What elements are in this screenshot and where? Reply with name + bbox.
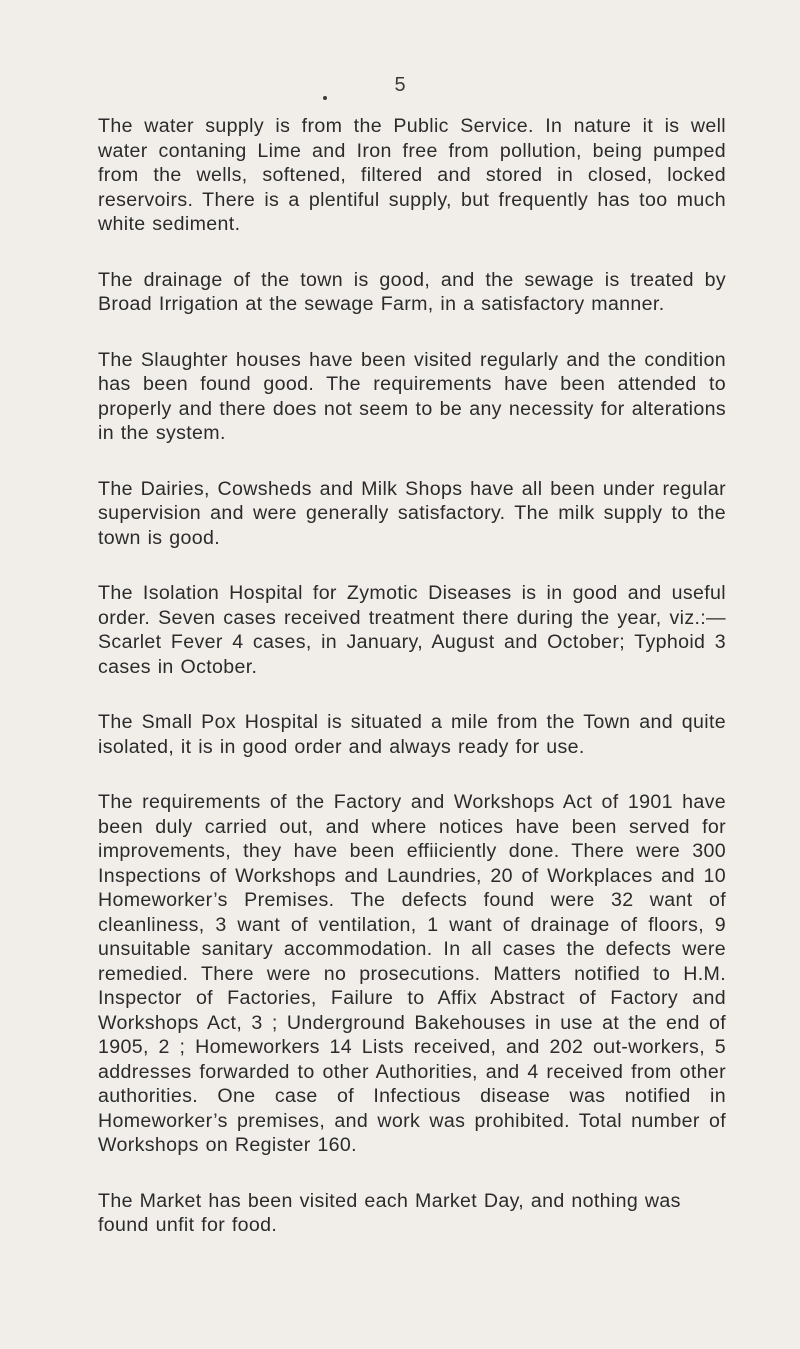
paragraph-water-supply: The water supply is from the Public Service. In nature it is well water contaning Lime and Iron free from pollution, being pumped from the wells, softened, filtered and stored in closed, locked reservoirs. There is a plentiful supply, but frequently has too much white sediment. bbox=[98, 115, 726, 235]
paragraph-small-pox-hospital: The Small Pox Hospital is situated a mile from the Town and quite isolated, it is in good order and always ready for use. bbox=[98, 711, 726, 758]
paragraph-drainage: The drainage of the town is good, and the sewage is treated by Broad Irrigation at the sewage Farm, in a satisfactory manner. bbox=[98, 268, 726, 315]
paragraph-slaughter-houses: The Slaughter houses have been visited regularly and the condition has been found good. The requirements have been attended to properly and there does not seem to be any necessity for alterations in the system. bbox=[98, 348, 726, 444]
paragraph-factory-workshops: The requirements of the Factory and Workshops Act of 1901 have been duly carried out, and where notices have been served for improvements, they have been effiiciently done. There were 300 Inspections of Workshops and Laundries, 20 of Workplaces and 10 Homeworker’s Premises. The defects found were 32 want of cleanliness, 3 want of ventilation, 1 want of drainage of floors, 9 unsuitable sanitary accommodation. In all cases the defects were remedied. There were no prosecutions. Matters notified to H.M. Inspector of Factories, Failure to Affix Abstract of Factory and Workshops Act, 3 ; Underground Bakehouses in use at the end of 1905, 2 ; Homeworkers 14 Lists received, and 202 out-workers, 5 addresses forwarded to other Authorities, and 4 received from other authorities. One case of Infectious disease was notified in Homeworker’s premises, and work was prohibited. Total number of Workshops on Register 160. bbox=[98, 791, 726, 1156]
page-number: 5 bbox=[394, 74, 406, 96]
paragraph-dairies: The Dairies, Cowsheds and Milk Shops have all been under regular supervision and were generally satisfactory. The milk supply to the town is good. bbox=[98, 477, 726, 549]
ink-speck bbox=[323, 96, 327, 100]
paragraph-market: The Market has been visited each Market Day, and nothing was found unfit for food. bbox=[98, 1189, 681, 1236]
paragraph-isolation-hospital: The Isolation Hospital for Zymotic Diseases is in good and useful order. Seven cases received treatment there during the year, viz.:—Scarlet Fever 4 cases, in January, August and October; Typhoid 3 cases in October. bbox=[98, 582, 726, 678]
document-body bbox=[98, 114, 726, 1269]
